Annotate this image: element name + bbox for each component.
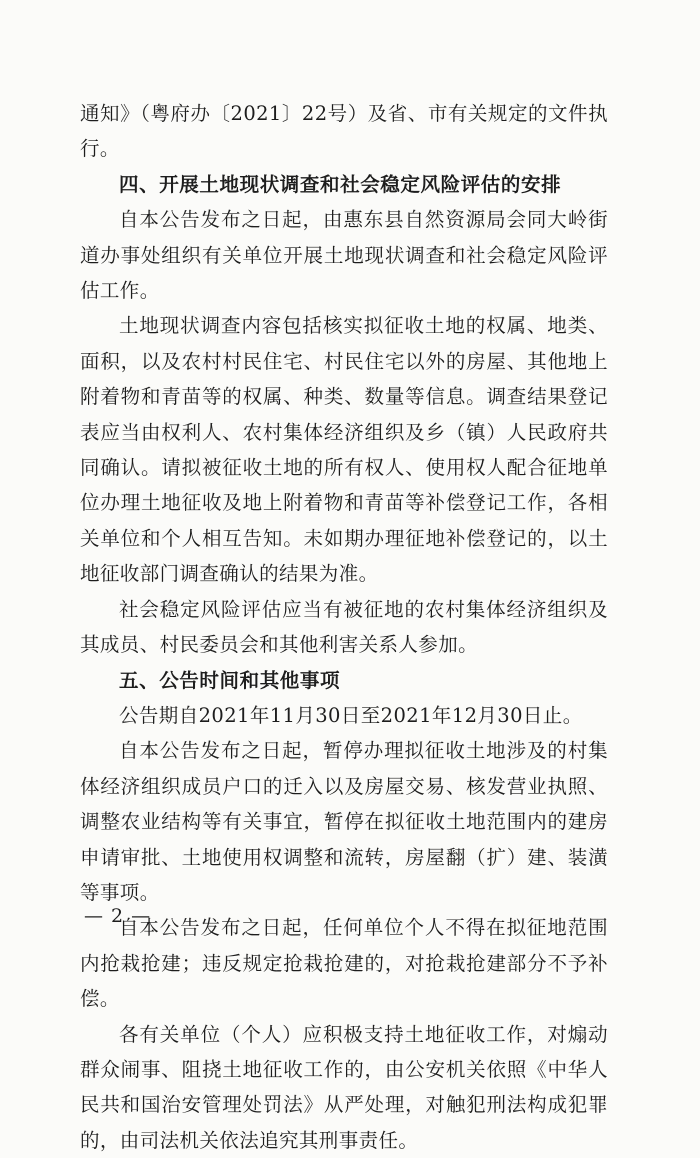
body-paragraph: 通知》（粤府办〔2021〕22号）及省、市有关规定的文件执行。 (80, 102, 608, 161)
body-paragraph: 公告期自2021年11月30日至2021年12月30日止。 (119, 703, 583, 727)
section-heading: 四、开展土地现状调查和社会稳定风险评估的安排 (119, 172, 562, 196)
document-body (80, 96, 608, 1158)
body-paragraph: 自本公告发布之日起，任何单位个人不得在拟征地范围内抢栽抢建；违反规定抢栽抢建的，对抢栽抢建部分不予补偿。 (80, 916, 608, 1011)
body-paragraph: 自本公告发布之日起，由惠东县自然资源局会同大岭街道办事处组织有关单位开展土地现状调查和社会稳定风险评估工作。 (80, 208, 608, 303)
page-number: — 2 — (84, 905, 152, 927)
section-heading: 五、公告时间和其他事项 (119, 668, 341, 692)
body-paragraph: 各有关单位（个人）应积极支持土地征收工作，对煽动群众闹事、阻挠土地征收工作的，由公安机关依照《中华人民共和国治安管理处罚法》从严处理，对触犯刑法构成犯罪的，由司法机关依法追究其刑事责任。 (80, 1022, 608, 1152)
body-paragraph: 自本公告发布之日起，暂停办理拟征收土地涉及的村集体经济组织成员户口的迁入以及房屋交易、核发营业执照、调整农业结构等有关事宜，暂停在拟征收土地范围内的建房申请审批、土地使用权调整和流转，房屋翻（扩）建、装潢等事项。 (80, 739, 608, 904)
body-paragraph: 社会稳定风险评估应当有被征地的农村集体经济组织及其成员、村民委员会和其他利害关系人参加。 (80, 597, 608, 657)
body-paragraph: 土地现状调查内容包括核实拟征收土地的权属、地类、面积，以及农村村民住宅、村民住宅以外的房屋、其他地上附着物和青苗等的权属、种类、数量等信息。调查结果登记表应当由权利人、农村集体经济组织及乡（镇）人民政府共同确认。请拟被征收土地的所有权人、使用权人配合征地单位办理土地征收及地上附着物和青苗等补偿登记工作，各相关单位和个人相互告知。未如期办理征地补偿登记的，以土地征收部门调查确认的结果为准。 (80, 314, 608, 586)
